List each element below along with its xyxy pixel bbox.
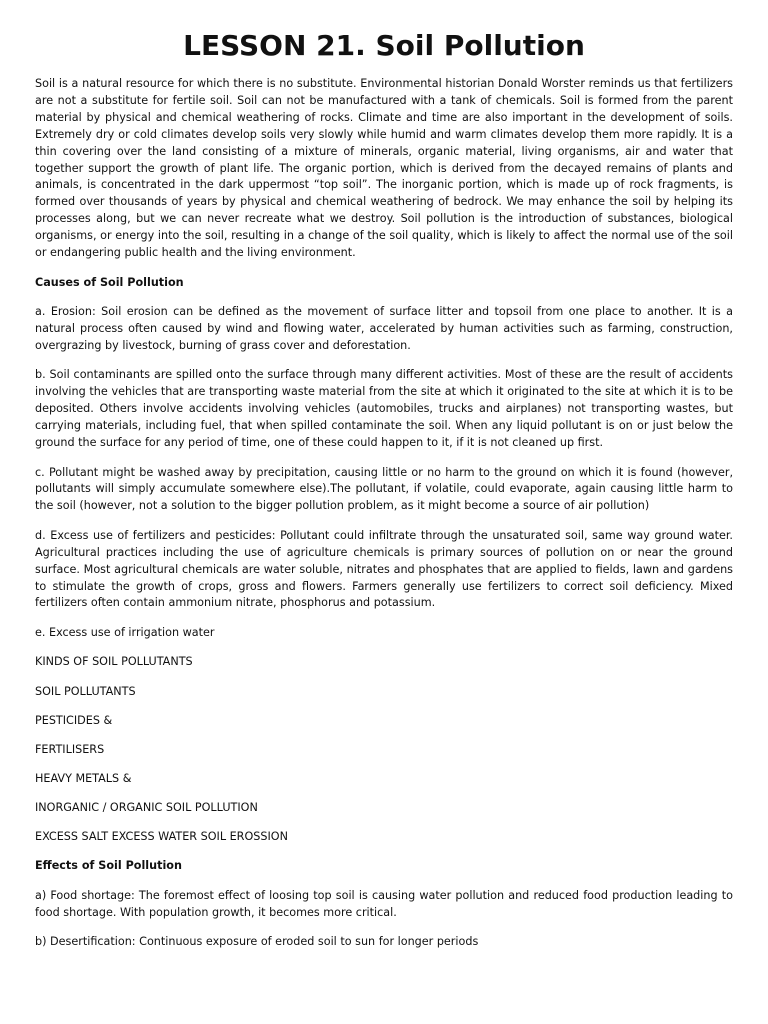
cause-a-paragraph: a. Erosion: Soil erosion can be defined as the movement of surface litter and topsoil from one place to another. It is a natural process often caused by wind and flowing water, accelerated by human activities such as farming, construction, overgrazing by livestock, burning of grass cover and deforestation. bbox=[35, 305, 733, 352]
kinds-line: KINDS OF SOIL POLLUTANTS bbox=[35, 655, 193, 669]
kinds-line: EXCESS SALT EXCESS WATER SOIL EROSSION bbox=[35, 830, 288, 843]
kinds-line: INORGANIC / ORGANIC SOIL POLLUTION bbox=[35, 800, 258, 814]
causes-heading: Causes of Soil Pollution bbox=[35, 275, 184, 289]
cause-e-paragraph: e. Excess use of irrigation water bbox=[35, 625, 215, 639]
effect-b-paragraph: b) Desertification: Continuous exposure of eroded soil to sun for longer periods bbox=[35, 935, 479, 948]
cause-d-paragraph: d. Excess use of fertilizers and pesticides: Pollutant could infiltrate through the unsaturated soil, same way ground water. Agricultural practices including the use of agriculture chemicals is primary sources of pollution on or near the ground surface. Most agricultural chemicals are water soluble, nitrates and phosphates that are applied to fields, lawn and gardens to stimulate the growth of crops, gross and flowers. Farmers generally use fertilizers to correct soil deficiency. Mixed fertilizers often contain ammonium nitrate, phosphorus and potassium. bbox=[35, 528, 733, 610]
page-title: LESSON 21. Soil Pollution bbox=[183, 29, 585, 62]
kinds-line: PESTICIDES & bbox=[35, 713, 113, 727]
cause-c-paragraph: c. Pollutant might be washed away by precipitation, causing little or no harm to the ground on which it is found (however, pollutants will simply accumulate somewhere else).The pollutant, if volatile, could evaporate, again causing little harm to the soil (however, not a solution to the bigger pollution problem, as it might become a source of air pollution) bbox=[35, 465, 733, 513]
cause-b-paragraph: b. Soil contaminants are spilled onto the surface through many different activities. Most of these are the result of accidents involving the vehicles that are transporting waste material from the site at which it originated to the site at which it is to be deposited. Others involve accidents involving vehicles (automobiles, trucks and airplanes) not transporting wastes, but carrying materials, including fuel, that when spilled contaminate the soil. When any liquid pollutant is on or just below the ground the surface for any period of time, one of these could happen to it, if it is not cleaned up first. bbox=[35, 368, 733, 449]
kinds-line: HEAVY METALS & bbox=[35, 771, 132, 785]
effect-a-paragraph: a) Food shortage: The foremost effect of loosing top soil is causing water pollution and reduced food production leading to food shortage. With population growth, it becomes more critical. bbox=[35, 888, 733, 919]
kinds-line: FERTILISERS bbox=[35, 742, 105, 756]
kinds-line: SOIL POLLUTANTS bbox=[35, 684, 136, 698]
intro-paragraph: Soil is a natural resource for which there is no substitute. Environmental historian Donald Worster reminds us that fertilizers are not a substitute for fertile soil. Soil can not be manufactured with a tank of chemicals. Soil is formed from the parent material by physical and chemical weathering of rocks. Climate and time are also important in the development of soils. Extremely dry or cold climates develop soils very slowly while humid and warm climates develop them more rapidly. It is a thin covering over the land consisting of a mixture of minerals, organic material, living organisms, air and water that together support the growth of plant life. The organic portion, which is derived from the decayed remains of plants and animals, is concentrated in the dark uppermost “top soil”. The inorganic portion, which is made up of rock fragments, is formed over thousands of years by physical and chemical weathering of bedrock. We may enhance the soil by helping its processes along, but we can never recreate what we destroy. Soil pollution is the introduction of substances, biological organisms, or energy into the soil, resulting in a change of the soil quality, which is likely to affect the normal use of the soil or endangering public health and the living environment. bbox=[35, 77, 733, 260]
effects-heading: Effects of Soil Pollution bbox=[35, 859, 182, 873]
